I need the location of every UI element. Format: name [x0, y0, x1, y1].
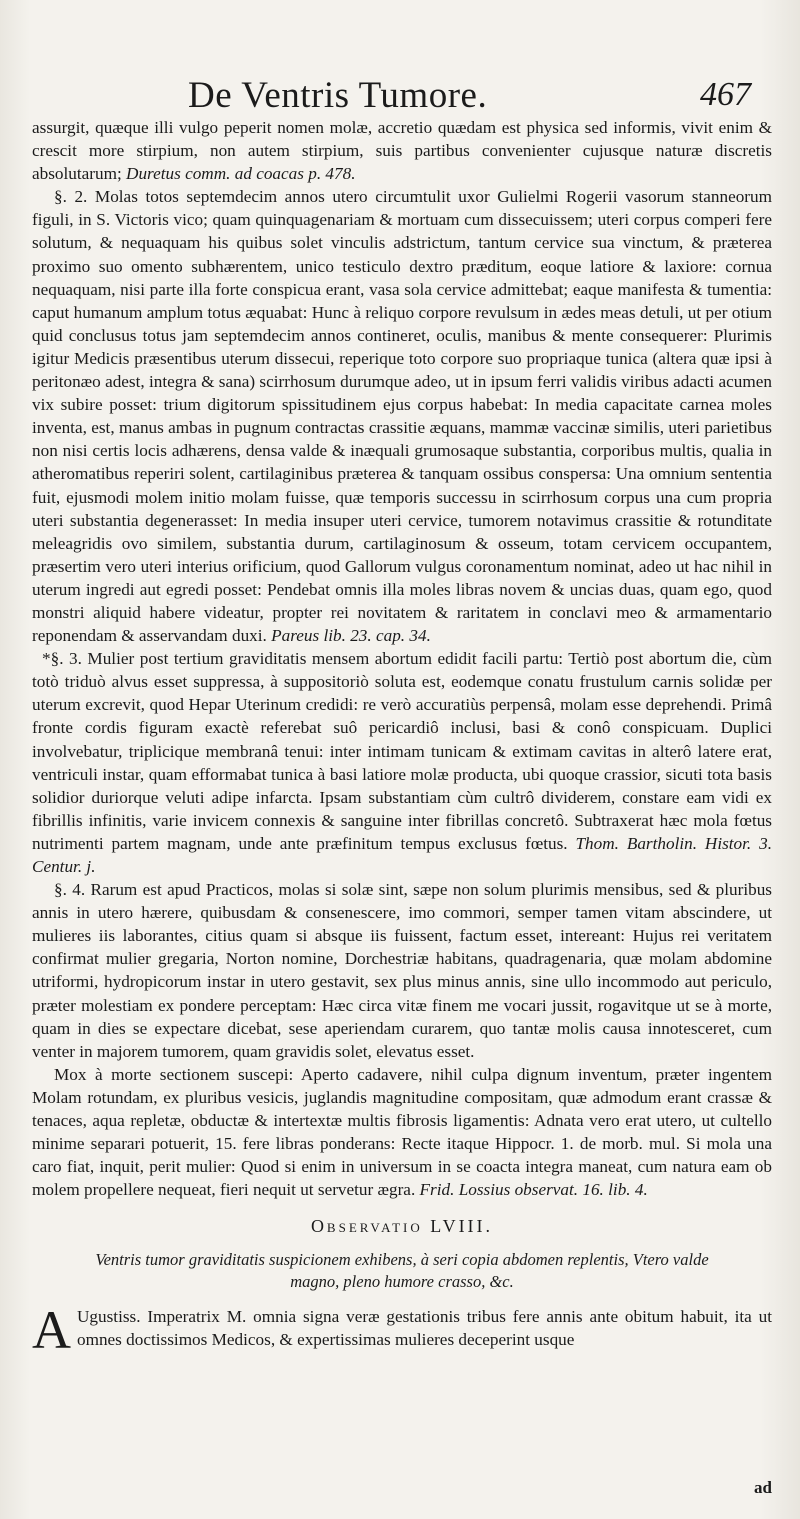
observation-body [32, 1299, 772, 1360]
paragraph-text: §. 2. Molas totos septemdecim annos utero circumtulit uxor Gulielmi Rogerii vasorum stanneorum figuli, in S. Victoris vico; quam quinquagenariam & mortuam cum dissecuissem; uteri corpus comperi fere solutum, & nequaquam his quibus solet vinculis adstrictum, tantum cervice sua vinctum, & præterea proximo suo omento subhærentem, unico testiculo dextro præditum, eoque latiore & laxiore: cornua nequaquam, nisi parte illa forte conspicua erant, vasa sola cervice admittebat; eaque manifesta & tumentia: caput humanum amplum totus æquabat: Hunc à reliquo corpore revulsum in ædes meas detuli, ut per otium quid conclusus totus jam septemdecim annos contineret, oculis, manibus & mente consequerer: Plurimis igitur Medicis præsentibus uterum dissecui, reperique toto corpore suo propriaque tunica (altera quæ ipsi à peritonæo adest, integra & sana) scirrhosum durumque adeo, ut in ipsum ferri validis viribus adacti acumen vix subire posset: trium digitorum spissitudinem ejus corpus habebat: In media capacitate carnea moles inventa, est, manus ambas in pugnum contractas crassitie æquans, mammæ vaccinæ similis, uteri parietibus non nisi certis locis adhærens, densa valde & inæquali grumosaque substantia, corporibus multis, qualia in atheromatibus reperiri solent, cartilaginibus præterea & tanquam ossibus conspersa: Una omnium sententia fuit, ejusmodi molem initio molam fuisse, quæ temporis successu in scirrhosum corpus una cum propria uteri substantia degenerasset: In media insuper uteri cervice, tumorem notavimus crassitie & rotunditate meleagridis ovo similem, substantia durum, cartilaginosum & osseum, totam cervicem occupantem, præsertim vero uteri interius orificium, quod Gallorum vulgus coronamentum nominat, adeo ut hac nihil in uterum ingredi aut egredi posset: Pendebat omnis illa moles libras novem & uncias duas, quam ego, quod monstri aliquid habere videatur, propter rei novitatem & raritatem in conclavi meo & armamentario reponendam & asservandam duxi. [32, 187, 772, 646]
page-number: 467 [700, 76, 751, 113]
citation: Pareus lib. 23. cap. 34. [271, 626, 431, 646]
paragraph-text: assurgit, quæque illi vulgo peperit nomen molæ, accretio quædam est physica sed informis, vivit enim & crescit more stirpium, non autem stirpium, suis partibus convenienter cujusque naturæ discretis absolutarum; [32, 118, 772, 184]
paragraph-section-3 [32, 647, 772, 878]
body-text [32, 116, 773, 1360]
paragraph-section-2 [32, 185, 772, 647]
paragraph-text: *§. 3. Mulier post tertium graviditatis mensem abortum edidit facili partu: Tertiò post abortum die, cùm totò triduò alvus esset suppressa, à suppositoriò soluta est, eodemque conatu frustulum carnis solidæ per uterum excrevit, quod Hepar Uterinum credidi: re verò accuratiùs perpensâ, molam esse deprehendi. Primâ fronte cordis figuram exactè referebat suô pericardiô inclusi, basi & conô conspicuam. Duplici involvebatur, triplicique membranâ tenui: inter intimam tunicam & extimam cavitas in alterô latere erat, ventriculi instar, quam efformabat tunica à basi latiore molæ producta, ubi quoque crassior, sicuti tota basis solidior duriorque veluti adipe infarcta. Ipsam substantiam cùm cultrô dividerem, constare eam vidi ex fibrillis infinitis, varie invicem connexis & sanguine inter fibrillas concretô. Subtraxerat hæc mola fœtus nutrimenti partem magnam, unde ante præfinitum tempus exclusus fœtus. [32, 649, 772, 853]
citation: Frid. Lossius observat. 16. lib. 4. [419, 1180, 648, 1200]
catchword: ad [754, 1478, 772, 1497]
observation-subtitle: Ventris tumor graviditatis suspicionem exhibens, à seri copia abdomen replentis, Vtero valde magno, pleno humore crasso, &c. [95, 1249, 709, 1291]
running-title: De Ventris Tumore. [188, 75, 488, 116]
paragraph-text: §. 4. Rarum est apud Practicos, molas si solæ sint, sæpe non solum plurimis mensibus, sed & pluribus annis in utero hærere, quibusdam & consenescere, imo commori, semper tamen vitam abscindere, ut mulieres iis laborantes, citius quam si absque iis fuissent, factum esset, intereant: Hujus rei veritatem confirmat mulier gregaria, Norton nomine, Dorchestriæ habitans, quadragenaria, quæ molam abdomine utriformi, hydropicorum instar in utero gestavit, sex plus minus annis, sine ullo incommodo aut periculo, præter molestiam ex pondere perceptam: Hæc circa vitæ finem me vocari jussit, rogavitque ut se à morte, quam in dies se expectare dicebat, sese aperiendam curarem, quo tantæ molis causa innotesceret, cum venter in majorem tumorem, quam gravidis solet, elevatus esset. [32, 880, 772, 1061]
citation: Duretus comm. ad coacas p. 478. [126, 164, 356, 184]
drop-cap: A [32, 1299, 71, 1360]
paragraph-text: Mox à morte sectionem suscepi: Aperto cadavere, nihil culpa dignum inventum, præter ingentem Molam rotundam, ex pluribus vesicis, juglandis magnitudine compositam, quæ admodum erant crassæ & tenaces, aqua repletæ, obductæ & intertextæ multis fibrosis ligamentis: Adnata vero erat utero, ut cultello minime separari potuerit, 15. fere libras ponderans: Recte itaque Hippocr. 1. de morb. mul. Si mola una caro fiat, inquit, perit mulier: Quod si enim in universum in se coacta integra maneat, cum natura eam ob molem propellere nequeat, fieri nequit ut servetur ægra. [32, 1064, 772, 1200]
observation-text: Ugustiss. Imperatrix M. omnia signa veræ gestationis tribus fere annis ante obitum habuit, ita ut omnes doctissimos Medicos, & expertissimas mulieres deceperint usque [77, 1306, 772, 1349]
paragraph-1 [32, 116, 772, 185]
citation: Thom. Bartholin. Histor. 3. Centur. j. [32, 833, 773, 876]
observation-heading: Observatio LVIII. [310, 1216, 494, 1237]
paragraph-section-4-continued [32, 1063, 772, 1202]
paragraph-section-4 [32, 878, 772, 1063]
